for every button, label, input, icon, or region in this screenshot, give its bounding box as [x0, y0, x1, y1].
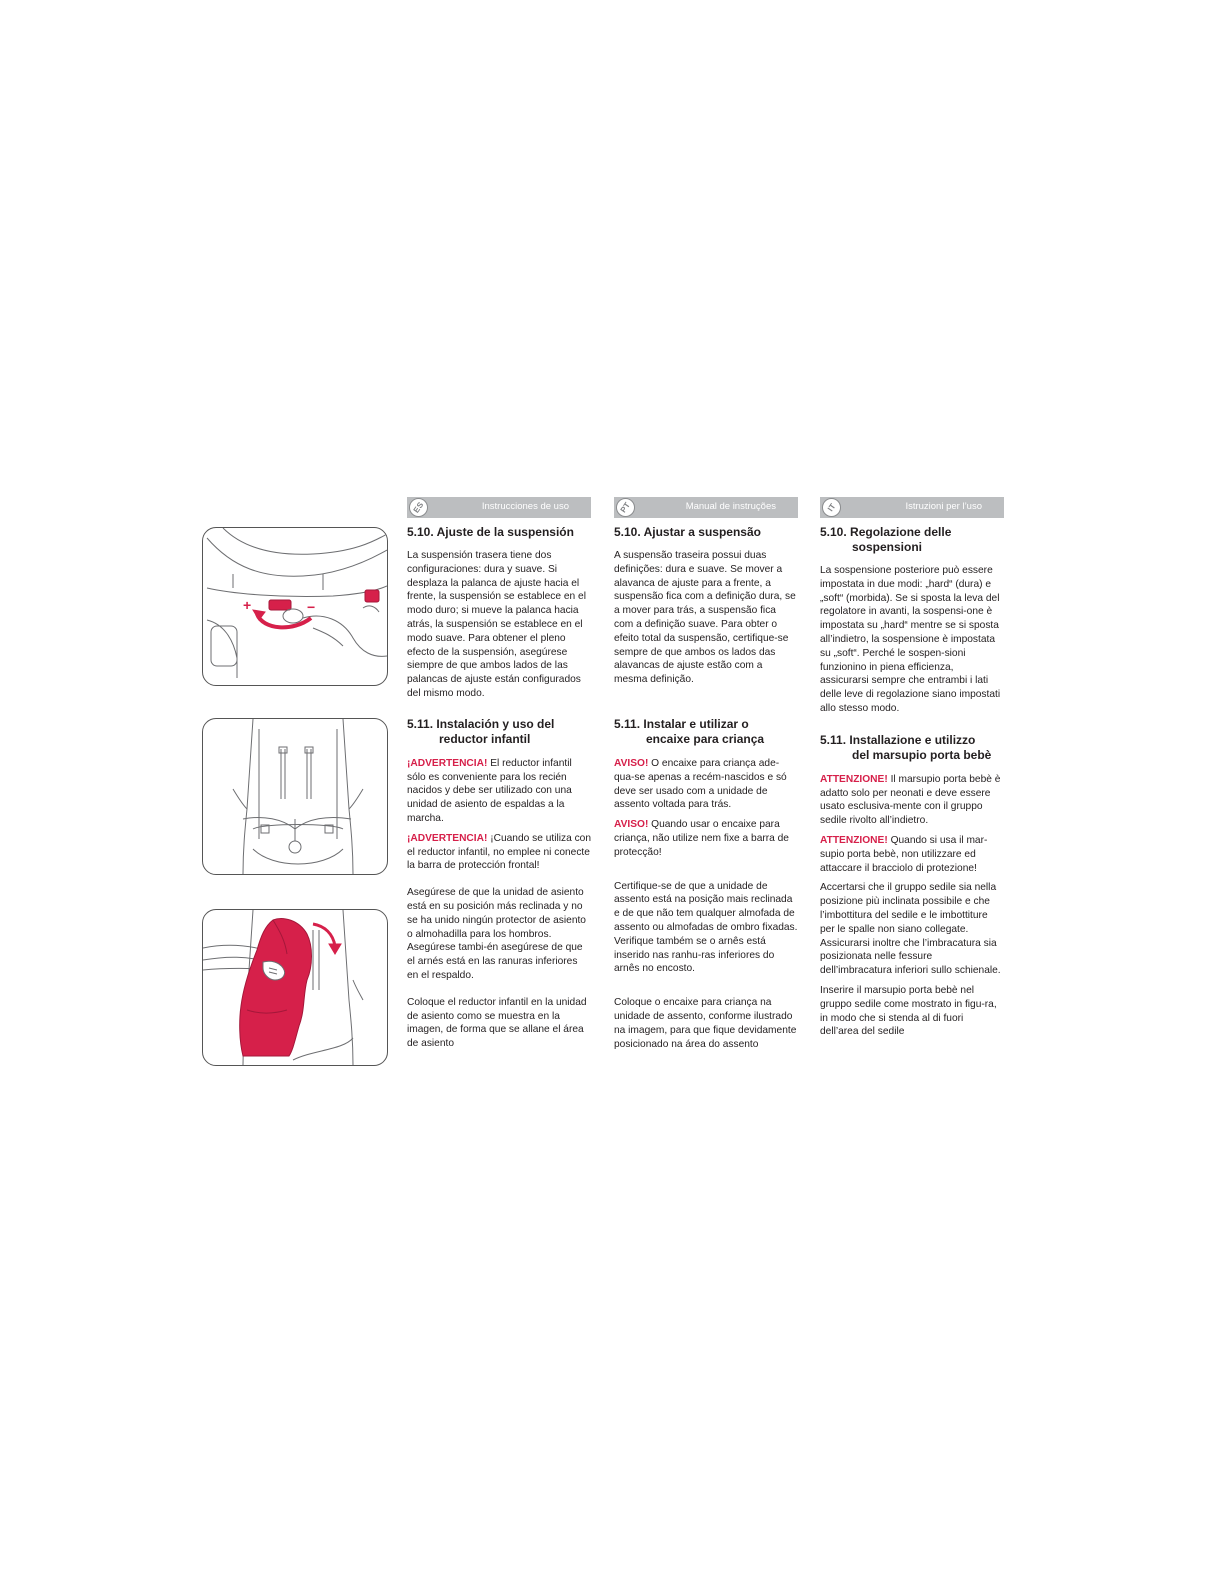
warning-paragraph: AVISO! Quando usar o encaixe para criança, não utilize nem fixe a barra de protecção! — [614, 819, 789, 858]
section-title: 5.10. Ajustar a suspensão — [614, 525, 761, 539]
language-badge: IT — [822, 498, 841, 517]
instruction-paragraph: Accertarsi che il gruppo sedile sia nella posizione più inclinata possibile e che l’imbottitura del sedile e le imbottiture per le spalle non siano collegate. Assicurarsi inoltre che l’imbracatura sia posizionata nelle fessure dell’imbracatura inferiori sullo schienale. — [820, 882, 1001, 977]
section-body: La sospensione posteriore può essere impostata in due modi: „hard“ (dura) e „soft“ (morbida). Se si sposta la leva del regolatore in avanti, la sospensi-one è impostata su „hard“ mentre se si sposta all’indietro, la sospensione è impostata su „soft“. Perché le sospen-sioni funzionino in piena efficienza, assicurarsi sempre che entrambi i lati delle leve di regolazione siano impostati allo stesso modo. — [820, 565, 1001, 714]
spanish-column — [407, 497, 591, 1051]
warning-paragraph: ATTENZIONE! Quando si usa il mar-supio porta bebè, non utilizzare ed attaccare il bracciolo di protezione! — [820, 834, 988, 874]
instruction-paragraph: Certifique-se de que a unidade de assento está na posição mais reclinada e de que não tem qualquer almofada de assento ou almofadas de ombro fixadas. Verifique também se o arnês está inserido nas ranhu-ras inferiores do arnês no encosto. — [614, 880, 798, 975]
language-badge: ES — [409, 498, 428, 517]
section-title: 5.11. Instalación y uso del reductor infantil — [407, 716, 555, 746]
infant-insert-illustration — [202, 909, 388, 1066]
section-body: A suspensão traseira possui duas definições: dura e suave. Se mover a alavanca de ajuste para a frente, a suspensão fica com a definição dura, se a mover para trás, a suspensão fica com a definição suave. Para obter o efeito total da suspensão, certifique-se sempre de que ambos os lados das alavancas de ajuste estão com a mesma definição. — [614, 550, 796, 686]
section-title: 5.10. Regolazione delle sospensioni — [820, 525, 952, 554]
section-title: 5.11. Instalar e utilizar o encaixe para criança — [614, 716, 765, 746]
header-title: Instrucciones de uso — [481, 501, 569, 512]
language-header — [614, 497, 798, 518]
instruction-paragraph: Coloque el reductor infantil en la unidad de asiento como se muestra en la imagen, de forma que se allane el área de asiento — [407, 996, 587, 1050]
language-header — [820, 497, 1004, 518]
section-title: 5.11. Installazione e utilizzo del marsupio porta bebè — [820, 732, 992, 762]
language-header — [407, 497, 591, 518]
portuguese-column — [614, 497, 798, 1051]
warning-paragraph: ATTENZIONE! Il marsupio porta bebè è adatto solo per neonati e deve essere usato esclusiva-mente con il gruppo sedile rivolto all’indietro. — [820, 773, 1001, 827]
section-body: La suspensión trasera tiene dos configuraciones: dura y suave. Si desplaza la palanca de ajuste hacia el frente, la suspensión se establece en el modo duro; si mueve la palanca hacia atrás, la suspensión se establece en el modo suave. Para obtener el pleno efecto de la suspensión, asegúrese siempre de que ambos lados de las palancas de ajuste están configurados del mismo modo. — [407, 550, 586, 699]
suspension-lever-illustration — [202, 527, 388, 686]
minus-sign: − — [307, 599, 316, 615]
section-title: 5.10. Ajuste de la suspensión — [407, 525, 574, 539]
instruction-paragraph: Asegúrese de que la unidad de asiento está en su posición más reclinada y no se ha unido ningún protector de asiento o almohadilla para los hombros. Asegúrese tambi-én asegúrese de que el arnés está en las ranuras inferiores en el respaldo. — [407, 887, 586, 981]
language-badge: PT — [616, 498, 635, 517]
instruction-paragraph: Inserire il marsupio porta bebè nel gruppo sedile come mostrato in figu-ra, in modo che si stenda al di fuori dell’area del sedile — [820, 984, 997, 1038]
instruction-paragraph: Coloque o encaixe para criança na unidade de assento, conforme ilustrado na imagem, para que fique devidamente posicionado na área do assento — [614, 997, 797, 1050]
plus-sign: + — [243, 597, 252, 613]
italian-column — [820, 497, 1004, 1039]
header-title: Manual de instruções — [685, 501, 776, 512]
warning-paragraph: AVISO! O encaixe para criança ade-qua-se apenas a recém-nascidos e só deve ser usado com a unidade de assento voltada para trás. — [614, 757, 787, 811]
header-title: Istruzioni per l’uso — [905, 501, 982, 512]
warning-paragraph: ¡ADVERTENCIA! El reductor infantil sólo es conveniente para los recién nacidos y debe ser utilizado con una unidad de asiento de espaldas a la marcha. — [407, 757, 572, 824]
seat-unit-illustration — [202, 718, 388, 875]
warning-paragraph: ¡ADVERTENCIA! ¡Cuando se utiliza con el reductor infantil, no emplee ni conecte la barra de protección frontal! — [407, 832, 592, 872]
